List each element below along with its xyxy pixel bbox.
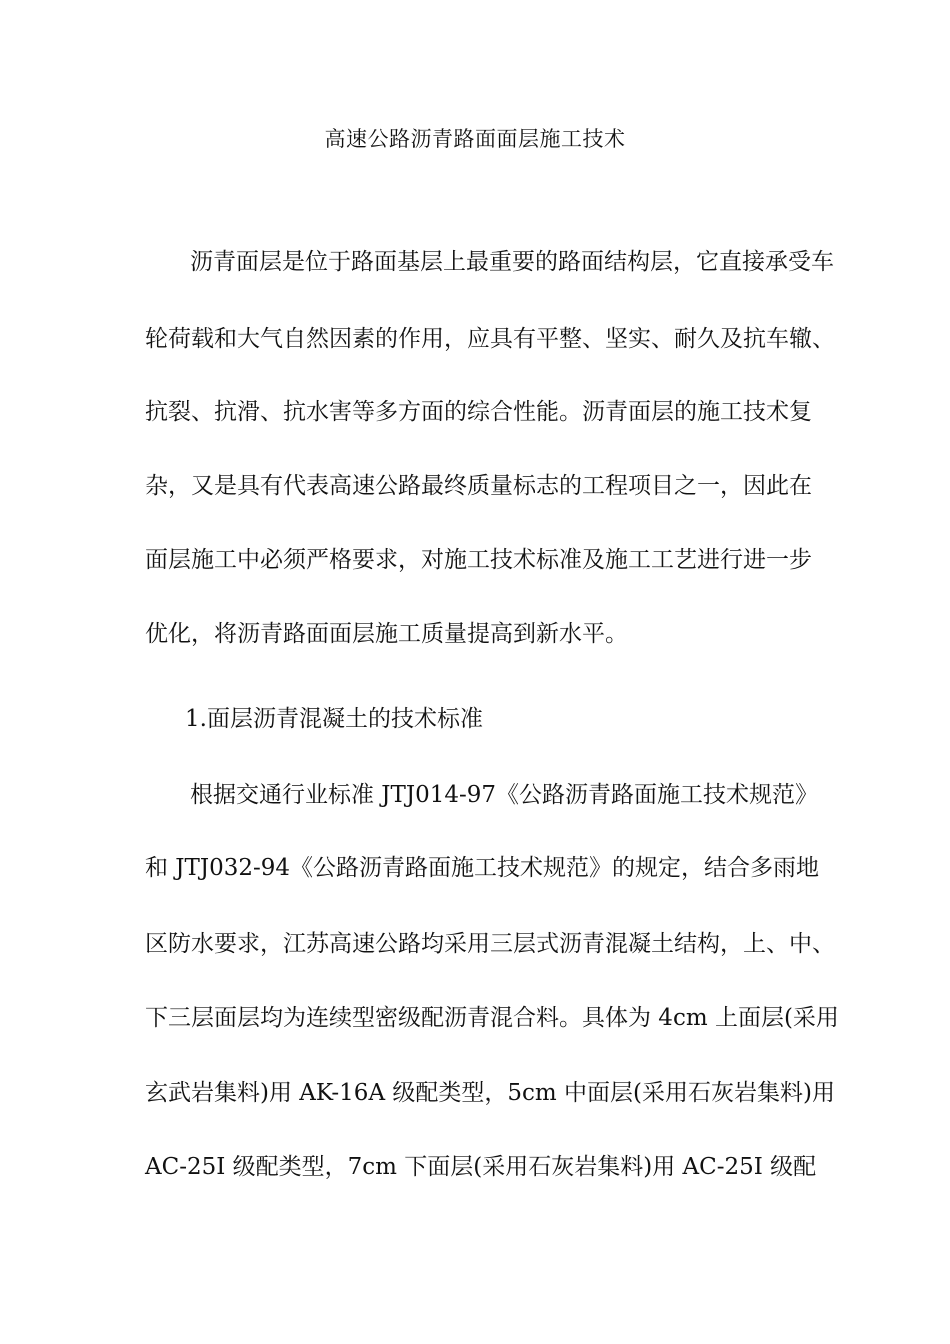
paragraph-line: AC-25Ⅰ 级配类型，7cm 下面层(采用石灰岩集料)用 AC-25Ⅰ 级配 bbox=[145, 1154, 817, 1180]
section-heading: 1.面层沥青混凝土的技术标准 bbox=[185, 706, 483, 732]
paragraph-line: 下三层面层均为连续型密级配沥青混合料。具体为 4cm 上面层(采用 bbox=[145, 1005, 839, 1031]
paragraph-line: 沥青面层是位于路面基层上最重要的路面结构层，它直接承受车 bbox=[190, 249, 834, 275]
paragraph-line: 根据交通行业标准 JTJ014-97《公路沥青路面施工技术规范》 bbox=[190, 782, 819, 808]
paragraph-line: 抗裂、抗滑、抗水害等多方面的综合性能。沥青面层的施工技术复 bbox=[145, 399, 812, 425]
paragraph-line: 玄武岩集料)用 AK-16A 级配类型，5cm 中面层(采用石灰岩集料)用 bbox=[145, 1080, 835, 1106]
paragraph-line: 区防水要求，江苏高速公路均采用三层式沥青混凝土结构，上、中、 bbox=[145, 931, 835, 957]
paragraph-line: 轮荷载和大气自然因素的作用，应具有平整、坚实、耐久及抗车辙、 bbox=[145, 326, 835, 352]
paragraph-line: 优化，将沥青路面面层施工质量提高到新水平。 bbox=[145, 621, 628, 647]
paragraph-line: 杂，又是具有代表高速公路最终质量标志的工程项目之一，因此在 bbox=[145, 473, 812, 499]
paragraph-line: 面层施工中必须严格要求，对施工技术标准及施工工艺进行进一步 bbox=[145, 547, 812, 573]
document-title: 高速公路沥青路面面层施工技术 bbox=[324, 127, 626, 151]
paragraph-line: 和 JTJ032-94《公路沥青路面施工技术规范》的规定，结合多雨地 bbox=[145, 855, 820, 881]
